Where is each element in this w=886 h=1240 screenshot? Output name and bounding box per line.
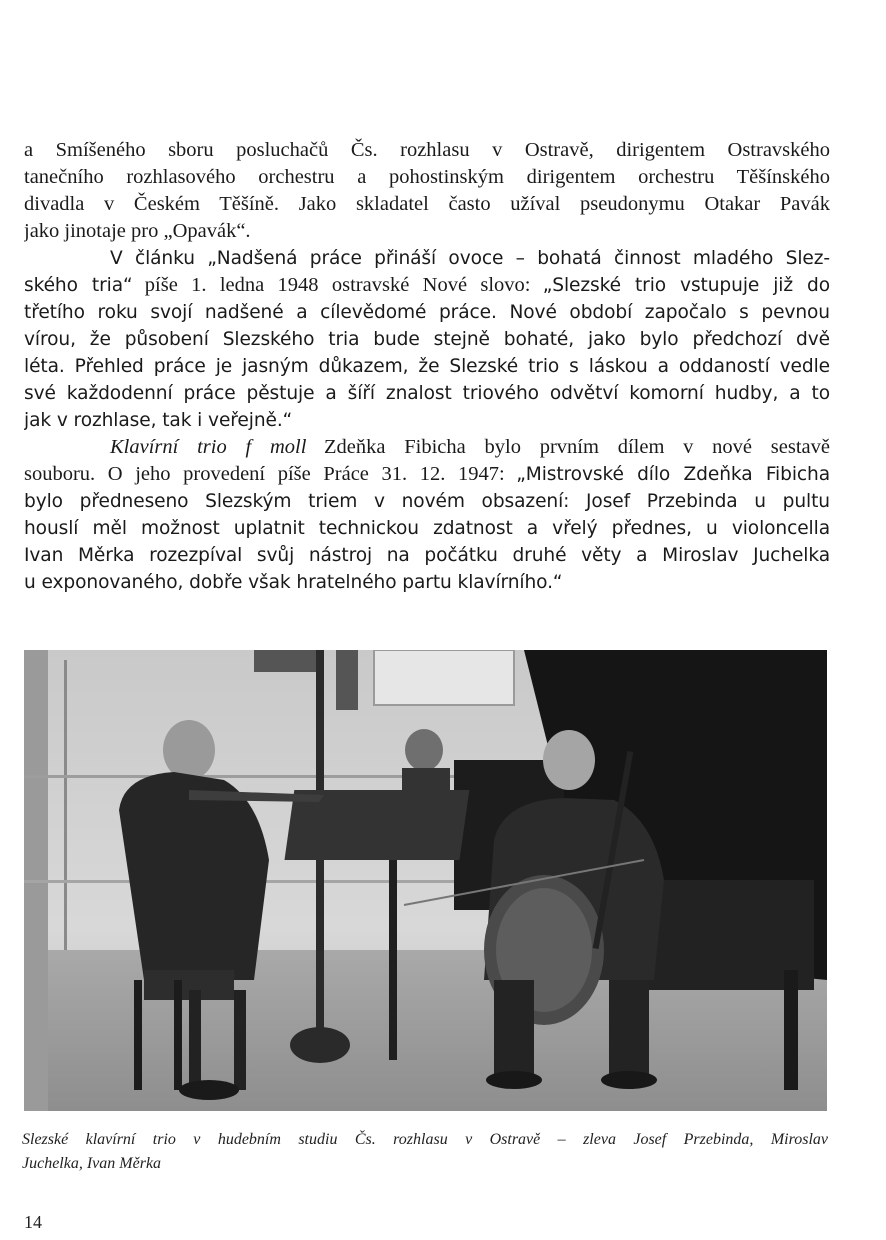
- text-run: píše 1. ledna 1948 ostravské Nové slovo:: [144, 274, 531, 296]
- photo-illustration: [24, 650, 827, 1111]
- text-line: a Smíšeného sboru posluchačů Čs. rozhlasu v Ostravě, dirigentem Ostravského: [24, 139, 830, 161]
- text-line: divadla v Českém Těšíně. Jako skladatel často užíval pseudonymu Otakar Pavák: [24, 193, 830, 215]
- text-line: své každodenní práce pěstuje a šíří znalost triového odvětví komorní hudby, a to: [24, 383, 830, 404]
- text-run: souboru. O jeho provedení píše Práce 31. 12. 1947:: [24, 463, 505, 485]
- text-line: Ivan Měrka rozezpíval svůj nástroj na počátku druhé věty a Miroslav Juchelka: [24, 545, 830, 566]
- quote-text: V článku „Nadšená práce přináší ovoce – bohatá činnost mladého Slez-: [110, 248, 830, 269]
- text-line: [24, 434, 830, 461]
- quote-text: ského tria“: [24, 275, 133, 296]
- text-line: [24, 245, 830, 272]
- quote-text: „Mistrovské dílo Zdeňka Fibicha: [516, 464, 830, 485]
- caption-line: Slezské klavírní trio v hudebním studiu Čs. rozhlasu v Ostravě – zleva Josef Przebinda, Miroslav: [22, 1131, 828, 1148]
- page-number: 14: [24, 1212, 42, 1232]
- text-line: [24, 461, 830, 488]
- text-run: Zdeňka Fibicha bylo prvním dílem v nové sestavě: [324, 436, 830, 458]
- text-line: houslí měl možnost uplatnit technickou zdatnost a vřelý přednes, u violoncella: [24, 518, 830, 539]
- text-line: tanečního rozhlasového orchestru a pohostinským dirigentem orchestru Těšínského: [24, 166, 830, 188]
- text-line: jak v rozhlase, tak i veřejně.“: [24, 410, 293, 431]
- photo-caption: [22, 1128, 828, 1176]
- text-line: u exponovaného, dobře však hratelného partu klavírního.“: [24, 572, 563, 593]
- work-title: Klavírní trio f moll: [110, 436, 307, 458]
- trio-photograph: [24, 650, 827, 1111]
- text-line: léta. Přehled práce je jasným důkazem, že Slezské trio s láskou a oddaností vedle: [24, 356, 830, 377]
- text-line: třetího roku svojí nadšené a cílevědomé práce. Nové období započalo s pevnou: [24, 302, 830, 323]
- quote-text: „Slezské trio vstupuje již do: [542, 275, 830, 296]
- text-line: vírou, že působení Slezského tria bude stejně bohaté, jako bylo předchozí dvě: [24, 329, 830, 350]
- body-text: [24, 137, 830, 596]
- caption-line: Juchelka, Ivan Měrka: [22, 1155, 162, 1172]
- text-line: [24, 272, 830, 299]
- text-line: bylo předneseno Slezským triem v novém obsazení: Josef Przebinda u pultu: [24, 491, 830, 512]
- text-line: jako jinotaje pro „Opavák“.: [24, 220, 251, 242]
